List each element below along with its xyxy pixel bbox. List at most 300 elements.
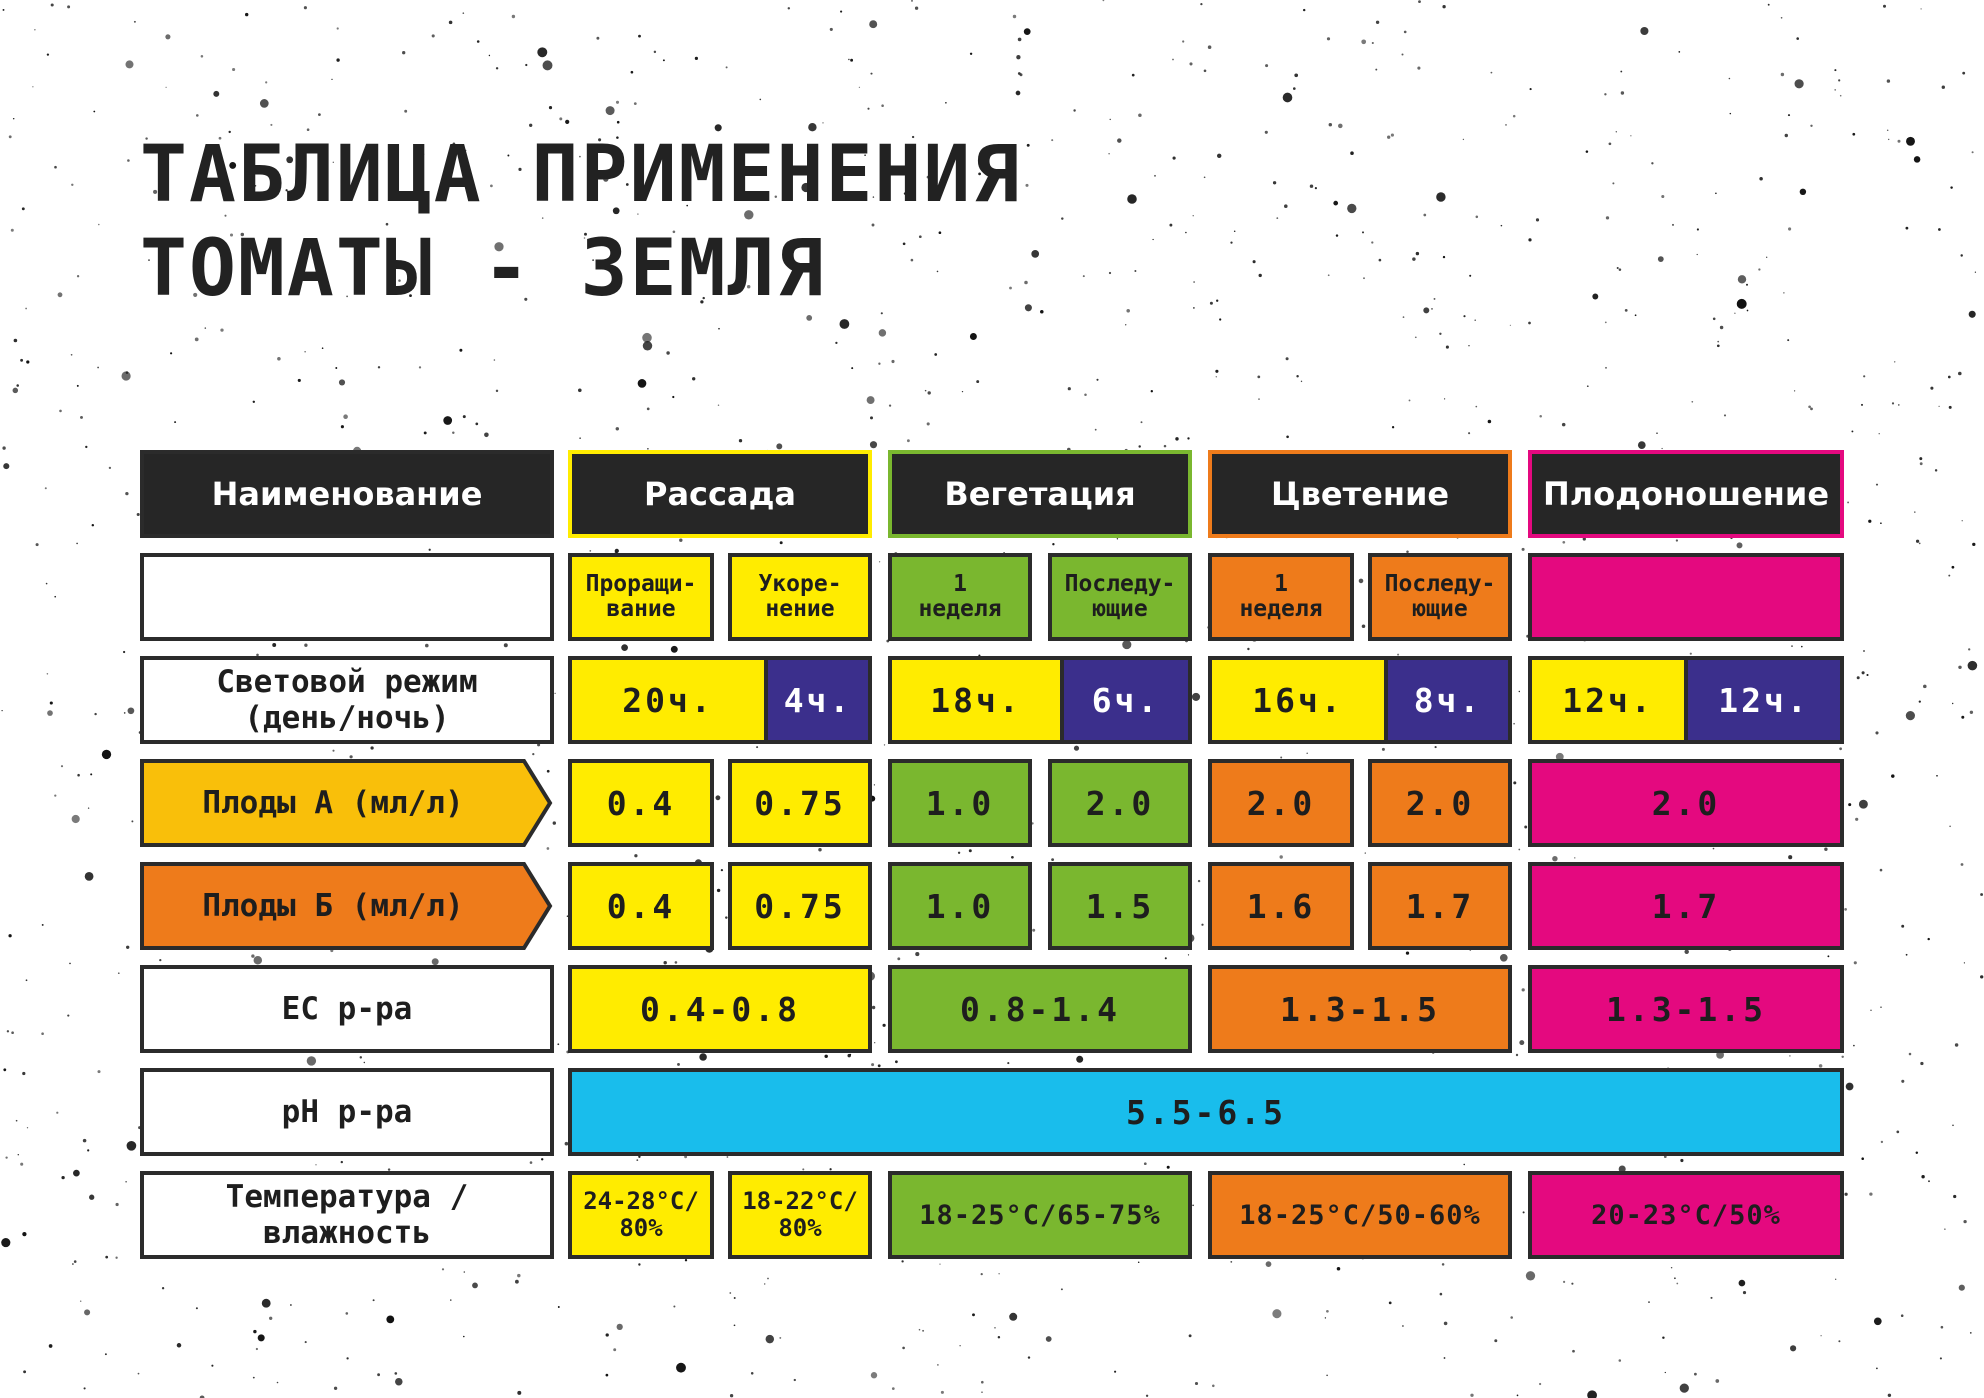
speckle-dot [1887,129,1889,131]
speckle-dot [1835,1279,1836,1280]
speckle-dot [16,1120,18,1122]
speckle-dot [125,1181,127,1183]
speckle-dot [201,55,204,58]
speckle-dot [517,1274,520,1277]
speckle-dot [9,135,12,138]
ec-seedling: 0.4-0.8 [568,965,872,1053]
speckle-dot [972,1313,975,1316]
speckle-dot [1781,17,1783,19]
speckle-dot [1154,175,1156,177]
speckle-dot [945,102,947,104]
speckle-dot [976,380,979,383]
speckle-dot [915,7,918,10]
ec-fruiting: 1.3-1.5 [1528,965,1844,1053]
light-veg-day: 18ч. [888,656,1064,744]
speckle-dot [1684,950,1688,954]
speckle-dot [1061,1288,1063,1290]
speckle-dot [1960,254,1962,256]
speckle-dot [537,47,547,57]
speckle-dot [73,1170,80,1177]
speckle-dot [1362,231,1364,233]
light-veg-night: 6ч. [1060,656,1192,744]
speckle-dot [767,1278,769,1280]
speckle-dot [878,363,880,365]
speckle-dot [1717,344,1720,347]
speckle-dot [1961,716,1964,719]
speckle-dot [496,67,498,69]
speckle-dot [1152,239,1153,240]
speckle-dot [1061,217,1063,219]
speckle-dot [1361,39,1366,44]
speckle-dot [1729,78,1731,80]
speckle-dot [1536,218,1539,221]
speckle-dot [998,1336,1000,1338]
speckle-dot [1028,1356,1030,1358]
speckle-dot [298,379,301,382]
speckle-dot [350,755,353,758]
header-name: Наименование [140,450,554,538]
speckle-dot [721,869,723,871]
speckle-dot [1746,284,1748,286]
speckle-dot [1518,849,1520,851]
speckle-dot [881,104,884,107]
speckle-dot [891,360,894,363]
speckle-dot [939,1263,940,1264]
speckle-dot [1365,852,1366,853]
speckle-dot [1896,1131,1899,1134]
speckle-dot [1173,157,1176,160]
speckle-dot [50,701,53,704]
speckle-dot [1195,1382,1198,1385]
speckle-dot [1783,292,1784,293]
speckle-dot [638,1263,640,1265]
speckle-dot [373,1299,375,1301]
speckle-dot [1676,1283,1678,1285]
speckle-dot [871,1372,877,1378]
speckle-dot [1189,1334,1192,1337]
speckle-dot [1795,79,1804,88]
speckle-dot [617,121,620,124]
speckle-dot [1743,1291,1746,1294]
header-vegetation: Вегетация [888,450,1192,538]
speckle-dot [277,357,281,361]
speckle-dot [1350,151,1354,155]
speckle-dot [530,1161,533,1164]
speckle-dot [93,111,95,113]
speckle-dot [489,55,490,56]
speckle-dot [260,99,269,108]
speckle-dot [22,207,25,210]
speckle-dot [613,1348,616,1351]
speckle-dot [1198,880,1200,882]
speckle-dot [1838,79,1840,81]
speckle-dot [672,396,674,398]
speckle-dot [25,308,27,310]
speckle-dot [1016,55,1020,59]
speckle-dot [1303,9,1305,11]
speckle-dot [695,57,698,60]
speckle-dot [1362,625,1366,629]
speckle-dot [850,1054,852,1056]
speckle-dot [394,1372,397,1375]
speckle-dot [494,359,496,361]
speckle-dot [970,333,977,340]
speckle-dot [869,20,877,28]
speckle-dot [337,27,339,29]
speckle-dot [1944,1228,1945,1229]
speckle-dot [1359,579,1364,584]
speckle-dot [1920,462,1923,465]
speckle-dot [125,60,133,68]
speckle-dot [1861,1157,1864,1160]
speckle-dot [127,1141,137,1151]
speckle-dot [1391,134,1394,137]
speckle-dot [1074,746,1079,751]
speckle-dot [1906,227,1909,230]
speckle-dot [1697,254,1698,255]
speckle-dot [1329,123,1332,126]
speckle-dot [1468,432,1470,434]
page-title [140,128,1021,316]
speckle-dot [71,184,73,186]
speckle-dot [962,391,963,392]
speckle-dot [616,427,619,430]
speckle-dot [1888,139,1889,140]
speckle-dot [734,1324,736,1326]
speckle-dot [1616,131,1617,132]
speckle-dot [404,110,407,113]
substage-label-empty [140,553,554,641]
speckle-dot [1980,975,1983,978]
speckle-dot [475,423,478,426]
speckle-dot [1296,375,1298,377]
speckle-dot [1293,87,1296,90]
speckle-dot [47,53,49,55]
speckle-dot [1522,988,1525,991]
speckle-dot [1444,1357,1446,1359]
speckle-dot [1935,469,1937,471]
speckle-dot [959,1345,960,1346]
speckle-dot [395,1378,403,1386]
speckle-dot [1138,445,1140,447]
speckle-dot [162,1287,164,1289]
speckle-dot [1941,1326,1944,1329]
speckle-dot [1827,955,1829,957]
speckle-dot [1257,376,1260,379]
speckle-dot [1713,318,1716,321]
speckle-dot [1847,501,1849,503]
speckle-dot [1876,1368,1878,1370]
speckle-dot [1734,313,1735,314]
speckle-dot [824,1055,827,1058]
speckle-dot [1189,62,1192,65]
speckle-dot [1392,426,1394,428]
speckle-dot [127,159,130,162]
speckle-dot [1785,134,1788,137]
speckle-dot [1125,324,1126,325]
speckle-dot [1862,671,1865,674]
speckle-dot [80,1300,81,1301]
header-seedling: Рассада [568,450,872,538]
speckle-dot [717,889,720,892]
speckle-dot [84,1387,86,1389]
speckle-dot [1920,1062,1923,1065]
speckle-dot [915,952,919,956]
speckle-dot [1200,3,1202,5]
speckle-dot [1880,522,1882,524]
speckle-dot [1375,69,1377,71]
speckle-dot [676,1363,686,1373]
speckle-dot [97,1070,100,1073]
header-fruiting: Плодоношение [1528,450,1844,538]
speckle-dot [1796,37,1799,40]
speckle-dot [1697,228,1699,230]
speckle-dot [1528,238,1531,241]
speckle-dot [1188,954,1189,955]
speckle-dot [1018,72,1021,75]
speckle-dot [1651,162,1653,164]
speckle-dot [1883,5,1886,8]
speckle-dot [463,1336,465,1338]
speckle-dot [1539,1383,1541,1385]
speckle-dot [1372,42,1374,44]
speckle-dot [1126,309,1130,313]
speckle-dot [402,51,405,54]
speckle-dot [1680,1383,1689,1392]
speckle-dot [1117,138,1121,142]
speckle-dot [1491,72,1493,74]
speckle-dot [1475,406,1477,408]
speckle-dot [8,934,11,937]
fruits-b-flw-next: 1.7 [1368,862,1512,950]
speckle-dot [77,774,80,777]
speckle-dot [27,1127,28,1128]
speckle-dot [1820,1335,1821,1336]
speckle-dot [1431,308,1433,310]
speckle-dot [1463,139,1464,140]
speckle-dot [1444,398,1445,399]
speckle-dot [554,693,555,694]
speckle-dot [1891,774,1894,777]
speckle-dot [1439,333,1441,335]
speckle-dot [1524,826,1527,829]
speckle-dot [134,21,136,23]
speckle-dot [1404,31,1407,34]
speckle-dot [1672,224,1674,226]
speckle-dot [1519,691,1520,692]
speckle-dot [1921,1175,1924,1178]
speckle-dot [1031,250,1039,258]
speckle-dot [1617,267,1619,269]
speckle-dot [1671,1267,1672,1268]
speckle-dot [1874,1317,1882,1325]
title-line-1: ТАБЛИЦА ПРИМЕНЕНИЯ [140,130,1022,220]
speckle-dot [1948,575,1950,577]
speckle-dot [879,561,880,562]
speckle-dot [1513,723,1515,725]
speckle-dot [1894,361,1895,362]
speckle-dot [1371,241,1373,243]
speckle-dot [1844,1193,1847,1196]
speckle-dot [718,404,719,405]
speckle-dot [606,1374,609,1377]
speckle-dot [307,1056,316,1065]
speckle-dot [1247,648,1249,650]
speckle-dot [1928,1180,1930,1182]
speckle-dot [1605,367,1607,369]
substage-veg-week1: 1 неделя [888,553,1032,641]
speckle-dot [1138,1261,1140,1263]
speckle-dot [1401,53,1403,55]
speckle-dot [1415,336,1417,338]
speckle-dot [1661,195,1664,198]
speckle-dot [1510,1316,1513,1319]
row-label-fruits-a: Плоды А (мл/л) [202,785,464,821]
speckle-dot [47,673,49,675]
speckle-dot [1217,154,1221,158]
speckle-dot [1801,646,1803,648]
speckle-dot [1025,184,1028,187]
speckle-dot [1841,1056,1843,1058]
speckle-dot [56,1112,58,1114]
speckle-dot [1442,1263,1445,1266]
speckle-dot [729,1292,731,1294]
speckle-dot [1095,429,1097,431]
speckle-dot [459,349,462,352]
speckle-dot [343,414,348,419]
speckle-dot [116,1203,119,1206]
speckle-dot [1273,181,1276,184]
speckle-dot [1434,298,1436,300]
speckle-dot [1914,511,1915,512]
speckle-dot [1724,414,1726,416]
speckle-dot [1713,848,1715,850]
speckle-dot [788,7,790,9]
speckle-dot [1562,423,1566,427]
speckle-dot [1476,216,1479,219]
speckle-dot [1306,752,1308,754]
speckle-dot [1972,151,1974,153]
speckle-dot [87,1149,89,1151]
speckle-dot [1586,150,1589,153]
speckle-dot [578,389,582,393]
speckle-dot [1914,156,1921,163]
speckle-dot [177,1343,182,1348]
speckle-dot [72,815,80,823]
speckle-dot [870,73,872,75]
speckle-dot [1916,540,1919,543]
speckle-dot [1144,1162,1147,1165]
fruits-a-fruiting: 2.0 [1528,759,1844,847]
speckle-dot [1516,1054,1518,1056]
speckle-dot [663,961,666,964]
speckle-dot [1423,214,1426,217]
speckle-dot [1916,1151,1918,1153]
speckle-dot [22,1232,26,1236]
fruits-b-fruiting: 1.7 [1528,862,1844,950]
speckle-dot [517,1391,521,1395]
substage-fruiting [1528,553,1844,641]
speckle-dot [3,463,9,469]
speckle-dot [1789,1055,1791,1057]
substage-veg-next: Последу- ющие [1048,553,1192,641]
speckle-dot [764,1283,765,1284]
speckle-dot [1442,5,1445,8]
speckle-dot [867,396,875,404]
speckle-dot [270,124,272,126]
speckle-dot [125,492,128,495]
fruits-b-flw-week1: 1.6 [1208,862,1354,950]
speckle-dot [332,750,334,752]
speckle-dot [341,1161,343,1163]
speckle-dot [1326,1310,1329,1313]
speckle-dot [1906,137,1915,146]
speckle-dot [1661,448,1662,449]
speckle-dot [617,1324,623,1330]
speckle-dot [1007,1062,1009,1064]
title-line-2: ТОМАТЫ - ЗЕМЛЯ [140,224,826,314]
speckle-dot [1938,228,1941,231]
speckle-dot [874,1042,875,1043]
fruits-b-sprouting: 0.4 [568,862,714,950]
speckle-dot [1949,825,1951,827]
row-label-ph: pH р-ра [140,1068,554,1156]
speckle-dot [565,120,569,124]
fruits-b-veg-next: 1.5 [1048,862,1192,950]
speckle-dot [851,367,853,369]
speckle-dot [1587,385,1589,387]
speckle-dot [450,1299,451,1300]
speckle-dot [759,99,761,101]
speckle-dot [1108,153,1109,154]
fruits-a-flw-next: 2.0 [1368,759,1512,847]
speckle-dot [1402,1325,1404,1327]
speckle-dot [882,1024,885,1027]
substage-flw-next: Последу- ющие [1368,553,1512,641]
speckle-dot [970,53,972,55]
speckle-dot [131,820,133,822]
speckle-dot [1494,1339,1497,1342]
speckle-dot [718,328,720,330]
speckle-dot [895,1060,898,1063]
speckle-dot [126,946,129,949]
speckle-dot [386,1316,394,1324]
speckle-dot [1968,648,1970,650]
speckle-dot [97,367,99,369]
speckle-dot [1376,21,1379,24]
speckle-dot [715,795,720,800]
speckle-dot [1606,216,1609,219]
speckle-dot [1215,370,1218,373]
speckle-dot [54,794,56,796]
speckle-dot [1032,929,1035,932]
speckle-dot [525,64,527,66]
speckle-dot [1612,182,1614,184]
speckle-dot [1855,818,1858,821]
fruits-a-veg-week1: 1.0 [888,759,1032,847]
speckle-dot [253,1330,256,1333]
speckle-dot [818,848,821,851]
speckle-dot [138,1373,140,1375]
speckle-dot [45,487,47,489]
speckle-dot [1975,272,1976,273]
speckle-dot [51,3,54,6]
speckle-dot [1052,543,1054,545]
speckle-dot [1898,404,1900,406]
speckle-dot [67,1015,69,1017]
speckle-dot [1328,274,1330,276]
speckle-dot [1969,311,1976,318]
